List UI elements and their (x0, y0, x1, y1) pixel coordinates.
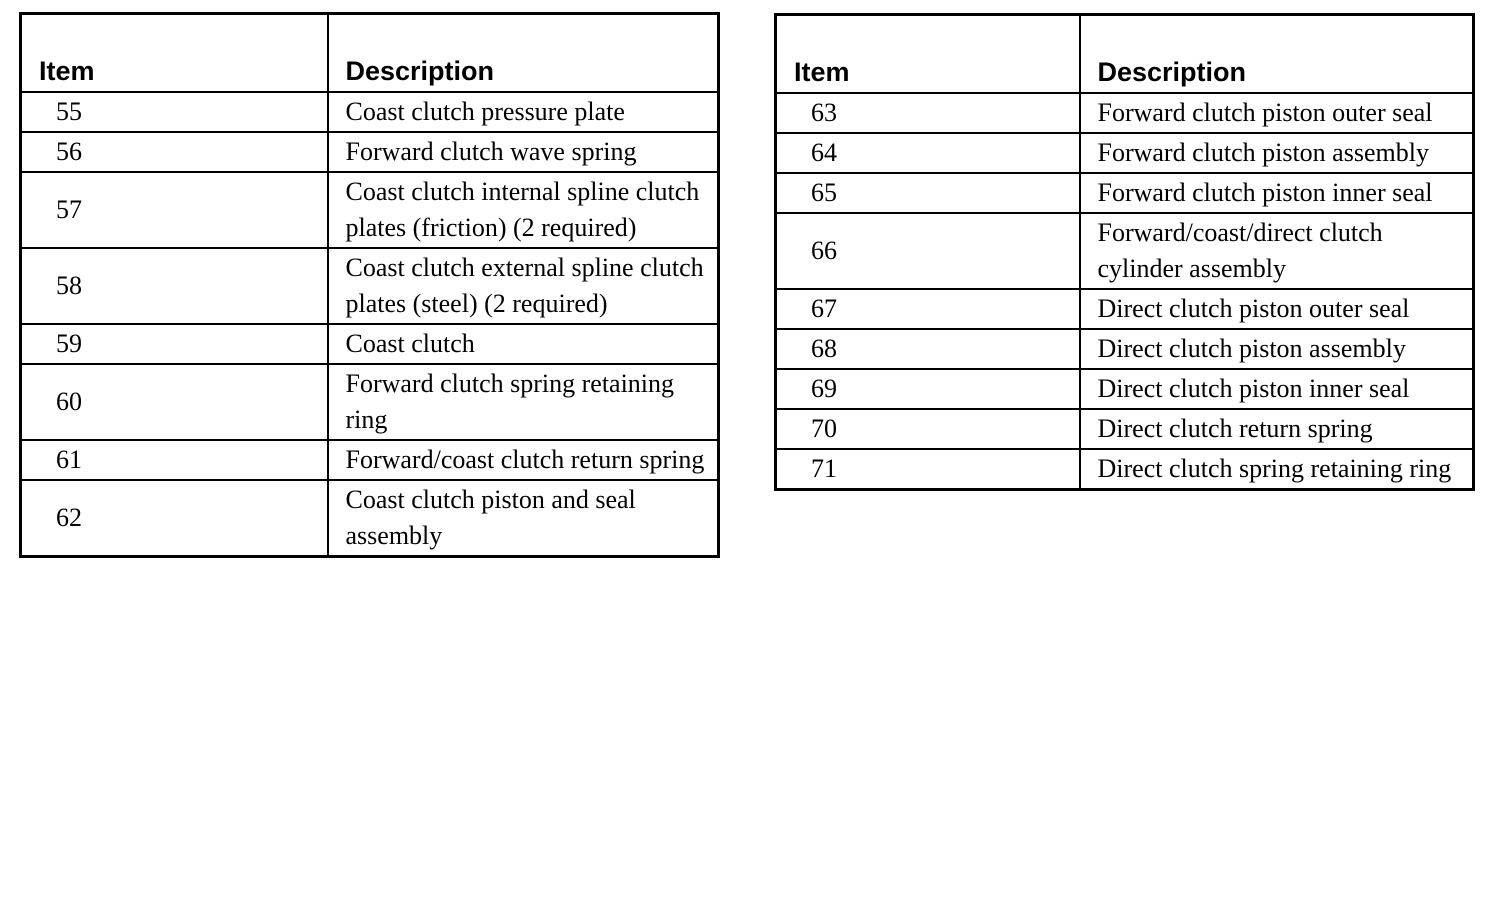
item-description: Forward clutch piston outer seal (1080, 93, 1474, 133)
item-description: Direct clutch piston assembly (1080, 329, 1474, 369)
table-row (776, 409, 1474, 449)
table-row (21, 480, 719, 557)
table-row (21, 324, 719, 364)
table-row (776, 329, 1474, 369)
table-row (776, 369, 1474, 409)
item-description: Coast clutch (328, 324, 719, 364)
item-number: 59 (21, 324, 328, 364)
item-description: Coast clutch pressure plate (328, 92, 719, 132)
description-column-header: Description (328, 14, 719, 93)
item-description: Forward/coast clutch return spring (328, 440, 719, 480)
table-row (21, 248, 719, 324)
item-number: 68 (776, 329, 1080, 369)
item-description: Forward clutch piston inner seal (1080, 173, 1474, 213)
item-description: Coast clutch external spline clutch plates (steel) (2 required) (328, 248, 719, 324)
table-row (21, 172, 719, 248)
description-column-header: Description (1080, 15, 1474, 94)
item-number: 71 (776, 449, 1080, 490)
item-number: 67 (776, 289, 1080, 329)
item-description: Forward/coast/direct clutch cylinder assembly (1080, 213, 1474, 289)
item-column-header: Item (776, 15, 1080, 94)
item-description: Direct clutch piston outer seal (1080, 289, 1474, 329)
item-number: 57 (21, 172, 328, 248)
table-row (776, 289, 1474, 329)
table-row (21, 132, 719, 172)
header-row (21, 14, 719, 93)
item-description: Forward clutch wave spring (328, 132, 719, 172)
item-description: Coast clutch internal spline clutch plates (friction) (2 required) (328, 172, 719, 248)
item-number: 55 (21, 92, 328, 132)
item-number: 69 (776, 369, 1080, 409)
parts-table-right (774, 13, 1475, 491)
item-number: 62 (21, 480, 328, 557)
item-number: 61 (21, 440, 328, 480)
item-description: Direct clutch spring retaining ring (1080, 449, 1474, 490)
table-row (776, 133, 1474, 173)
item-number: 66 (776, 213, 1080, 289)
item-number: 60 (21, 364, 328, 440)
item-description: Coast clutch piston and seal assembly (328, 480, 719, 557)
table-row (776, 449, 1474, 490)
item-number: 56 (21, 132, 328, 172)
parts-table-left (19, 12, 720, 558)
table-row (776, 173, 1474, 213)
item-column-header: Item (21, 14, 328, 93)
table-row (776, 213, 1474, 289)
header-row (776, 15, 1474, 94)
item-description: Direct clutch return spring (1080, 409, 1474, 449)
item-number: 64 (776, 133, 1080, 173)
item-description: Forward clutch spring retaining ring (328, 364, 719, 440)
table-row (776, 93, 1474, 133)
item-number: 70 (776, 409, 1080, 449)
item-number: 58 (21, 248, 328, 324)
item-description: Forward clutch piston assembly (1080, 133, 1474, 173)
table-row (21, 364, 719, 440)
item-description: Direct clutch piston inner seal (1080, 369, 1474, 409)
item-number: 65 (776, 173, 1080, 213)
table-row (21, 440, 719, 480)
table-row (21, 92, 719, 132)
item-number: 63 (776, 93, 1080, 133)
